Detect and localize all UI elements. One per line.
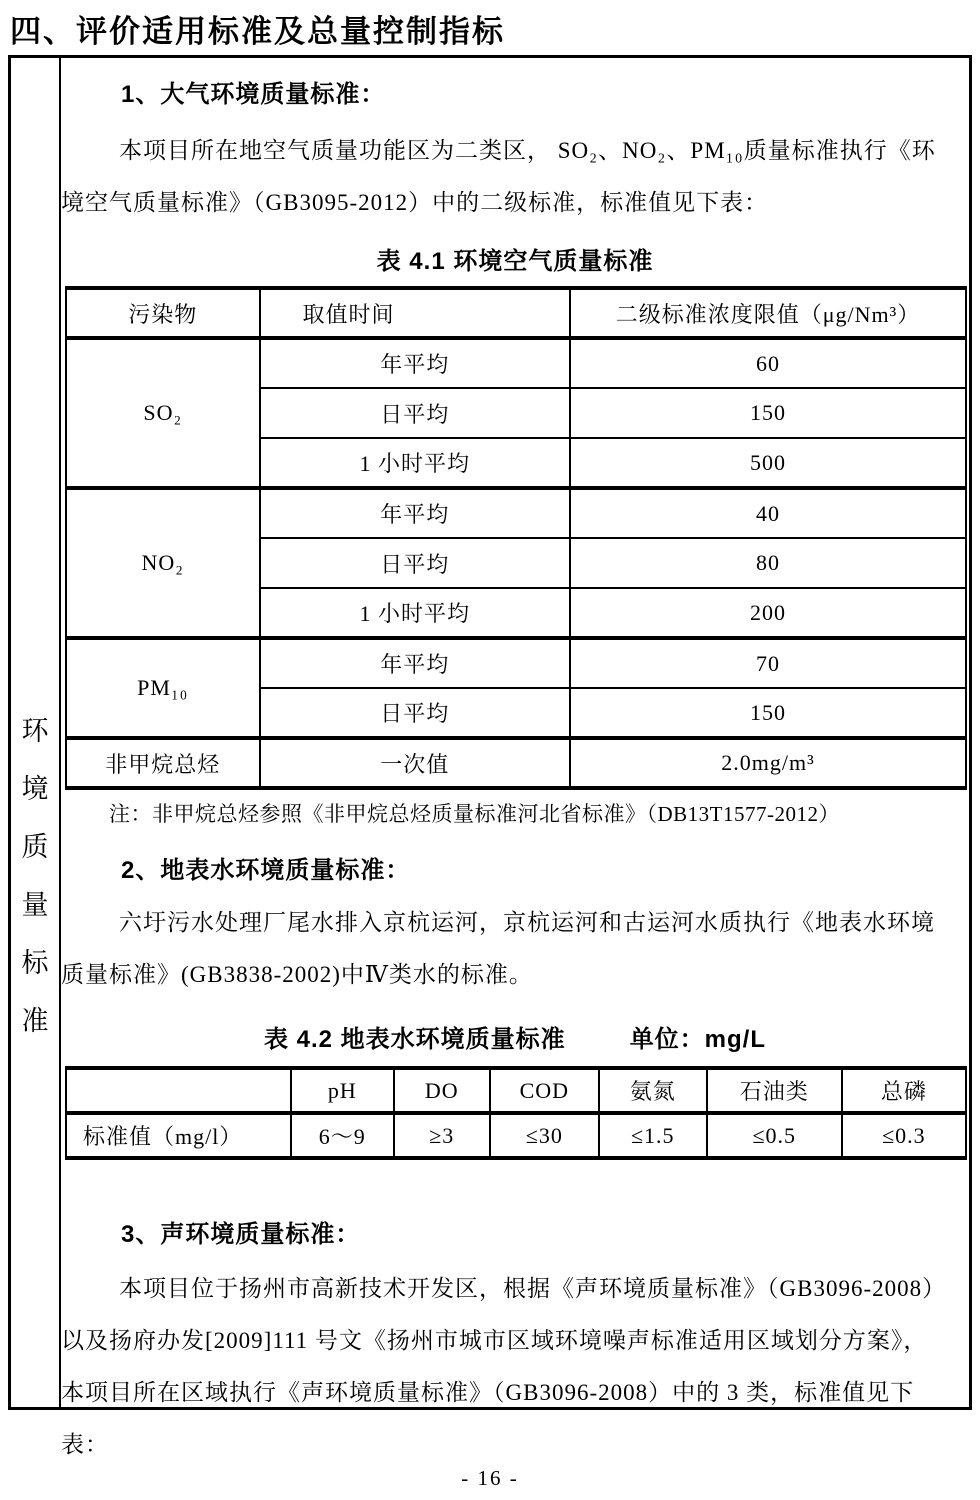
value-cell: ≤1.5 xyxy=(599,1113,707,1158)
paragraph-line: 表： xyxy=(61,1432,109,1457)
value-cell: 70 xyxy=(570,638,966,688)
table-4-2 xyxy=(65,1066,967,1160)
table-4-2-unit-label: 单位：mg/L xyxy=(629,1026,767,1053)
value-cell: ≤0.3 xyxy=(842,1113,966,1158)
noise-paragraph xyxy=(61,1263,969,1471)
value-cell: 200 xyxy=(570,588,966,638)
header-cell-pollutant: 污染物 xyxy=(66,288,260,338)
header-cell: DO xyxy=(394,1068,490,1113)
sidebar-category-label xyxy=(11,58,61,1407)
table-row xyxy=(66,338,966,388)
sidebar-char: 量 xyxy=(21,890,49,920)
value-cell: 150 xyxy=(570,688,966,738)
time-cell: 年平均 xyxy=(260,488,571,538)
header-cell: 石油类 xyxy=(707,1068,842,1113)
paragraph-line: 六圩污水处理厂尾水排入京杭运河，京杭运河和古运河水质执行《地表水环境 xyxy=(119,910,935,935)
header-cell-empty xyxy=(66,1068,291,1113)
sidebar-char: 标 xyxy=(21,948,49,978)
value-cell: 500 xyxy=(570,438,966,488)
paragraph-line: 境空气质量标准》（GB3095-2012）中的二级标准，标准值见下表： xyxy=(61,190,769,215)
pollutant-cell: NO₂ xyxy=(66,488,260,638)
row-label-cell: 标准值（mg/l） xyxy=(66,1113,291,1158)
table-4-1 xyxy=(65,286,967,790)
value-cell: 60 xyxy=(570,338,966,388)
section-heading-air: 1、大气环境质量标准： xyxy=(121,81,386,108)
page-number: - 16 - xyxy=(461,1466,519,1490)
document-frame xyxy=(8,55,972,1457)
page-title: 四、评价适用标准及总量控制指标 xyxy=(10,14,505,49)
table-4-1-title: 表 4.1 环境空气质量标准 xyxy=(376,248,654,275)
time-cell: 一次值 xyxy=(260,738,571,788)
table-4-2-title: 表 4.2 地表水环境质量标准 xyxy=(263,1026,566,1053)
table-row xyxy=(66,738,966,788)
sidebar-char: 境 xyxy=(21,774,49,804)
air-paragraph xyxy=(61,125,969,229)
table-4-2-title-row xyxy=(61,1019,969,1054)
water-paragraph xyxy=(61,897,969,1001)
pollutant-cell: 非甲烷总烃 xyxy=(66,738,260,788)
paragraph-line: 以及扬府办发[2009]111 号文《扬州市城市区域环境噪声标准适用区域划分方案》， xyxy=(61,1328,928,1353)
table-row xyxy=(66,638,966,688)
sidebar-char: 环 xyxy=(21,716,49,746)
paragraph-line: 本项目位于扬州市高新技术开发区，根据《声环境质量标准》（GB3096-2008） xyxy=(119,1276,947,1301)
time-cell: 日平均 xyxy=(260,388,571,438)
table-4-1-note: 注：非甲烷总烃参照《非甲烷总烃质量标准河北省标准》（DB13T1577-2012） xyxy=(109,802,840,826)
table-row xyxy=(66,288,966,338)
table-row xyxy=(66,1068,966,1113)
time-cell: 年平均 xyxy=(260,638,571,688)
value-cell: 6～9 xyxy=(291,1113,394,1158)
value-cell: ≤30 xyxy=(490,1113,599,1158)
value-cell: 80 xyxy=(570,538,966,588)
section-heading-water: 2、地表水环境质量标准： xyxy=(121,857,411,884)
header-cell-time: 取值时间 xyxy=(260,288,571,338)
paragraph-line: 本项目所在区域执行《声环境质量标准》（GB3096-2008）中的 3 类，标准值见下 xyxy=(61,1380,915,1405)
paragraph-line: 质量标准》(GB3838-2002)中Ⅳ类水的标准。 xyxy=(61,962,533,987)
paragraph-line: 本项目所在地空气质量功能区为二类区， SO₂、NO₂、PM₁₀质量标准执行《环 xyxy=(119,138,936,163)
section-heading-noise: 3、声环境质量标准： xyxy=(121,1221,361,1248)
value-cell: 2.0mg/m³ xyxy=(570,738,966,788)
header-cell: 氨氮 xyxy=(599,1068,707,1113)
value-cell: ≤0.5 xyxy=(707,1113,842,1158)
pollutant-cell: PM₁₀ xyxy=(66,638,260,738)
header-cell: pH xyxy=(291,1068,394,1113)
time-cell: 年平均 xyxy=(260,338,571,388)
document-content xyxy=(61,58,969,1457)
sidebar-char: 准 xyxy=(21,1006,49,1036)
time-cell: 日平均 xyxy=(260,538,571,588)
time-cell: 1 小时平均 xyxy=(260,588,571,638)
sidebar-char: 质 xyxy=(21,832,49,862)
header-cell: 总磷 xyxy=(842,1068,966,1113)
value-cell: ≥3 xyxy=(394,1113,490,1158)
value-cell: 40 xyxy=(570,488,966,538)
header-cell-limit: 二级标准浓度限值（μg/Nm³） xyxy=(570,288,966,338)
pollutant-cell: SO₂ xyxy=(66,338,260,488)
time-cell: 日平均 xyxy=(260,688,571,738)
time-cell: 1 小时平均 xyxy=(260,438,571,488)
table-row xyxy=(66,488,966,538)
header-cell: COD xyxy=(490,1068,599,1113)
table-row xyxy=(66,1113,966,1158)
value-cell: 150 xyxy=(570,388,966,438)
